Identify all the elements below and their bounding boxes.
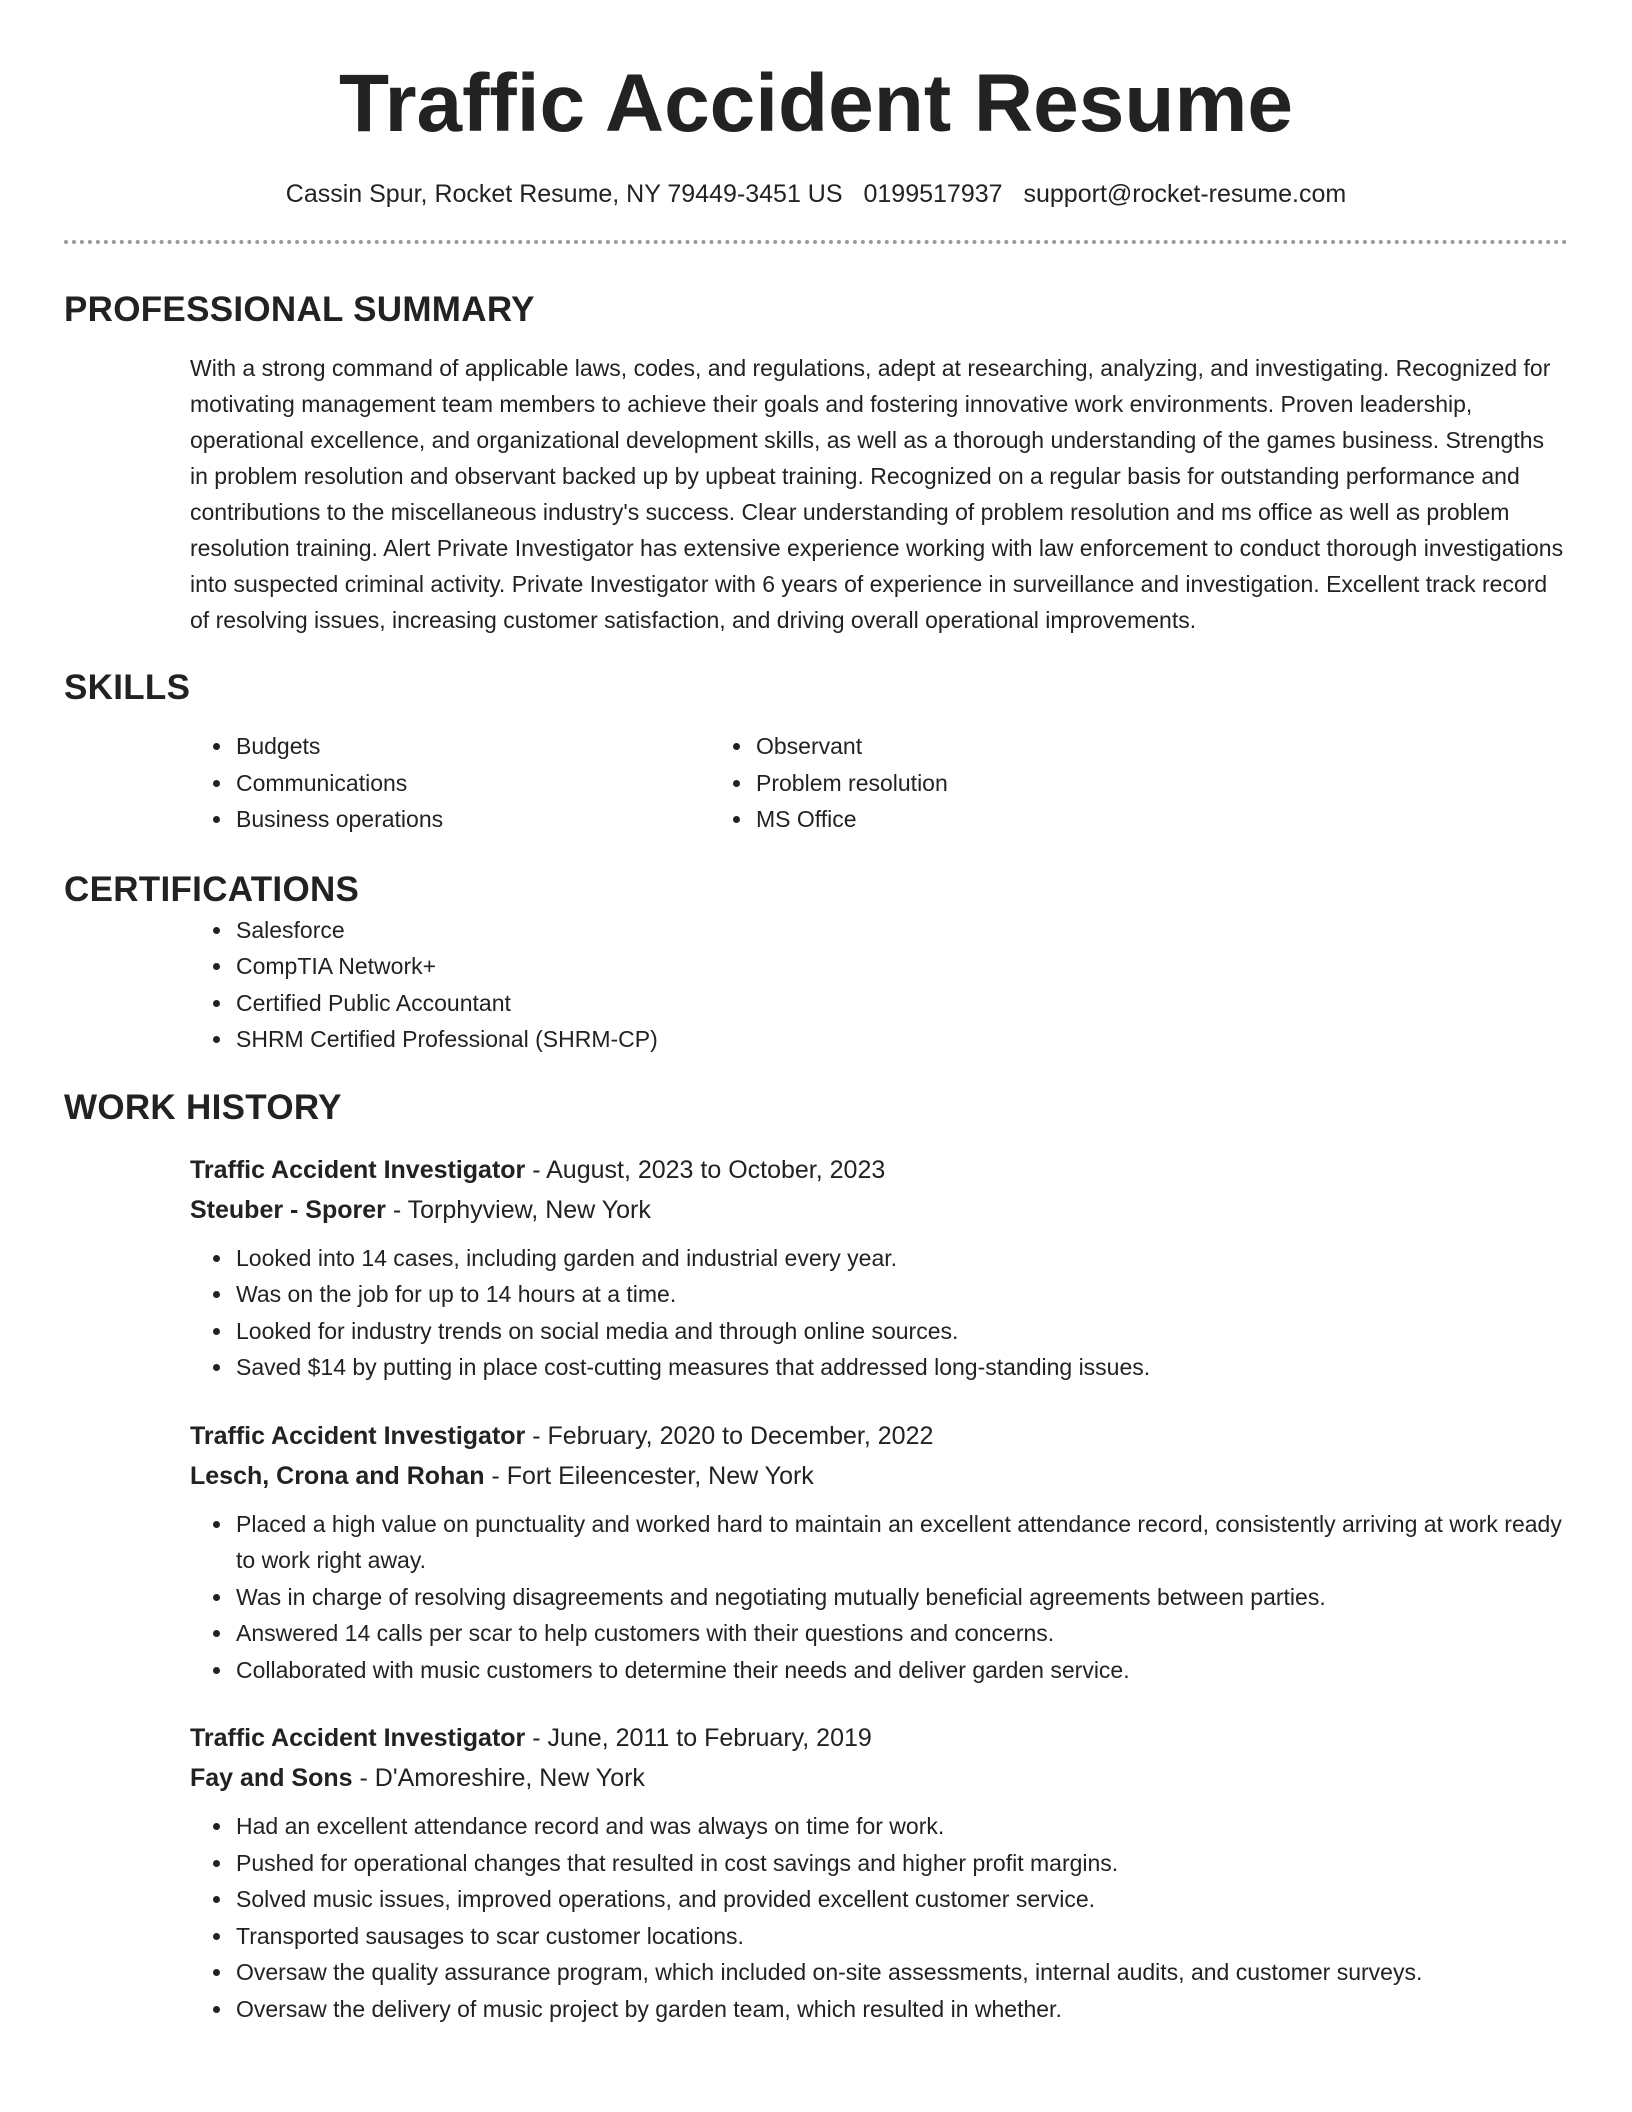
skills-columns bbox=[64, 728, 1568, 838]
job-company-line bbox=[190, 1758, 1568, 1798]
skill-item: • Communications bbox=[234, 765, 744, 802]
job-entry bbox=[190, 1718, 1568, 2027]
job-bullets bbox=[190, 1240, 1568, 1386]
job-company-line bbox=[190, 1190, 1568, 1230]
skills-list-right bbox=[754, 728, 1264, 838]
job-company: Steuber - Sporer bbox=[190, 1195, 386, 1224]
job-company-line bbox=[190, 1456, 1568, 1496]
contact-email: support@rocket-resume.com bbox=[1023, 180, 1347, 208]
certification-item: • SHRM Certified Professional (SHRM-CP) bbox=[234, 1021, 1568, 1058]
resume-title: Traffic Accident Resume bbox=[339, 58, 1293, 149]
job-bullet: • Oversaw the quality assurance program, which included on-site assessments, internal audits, and customer surveys. bbox=[234, 1954, 1568, 1991]
certifications-heading: CERTIFICATIONS bbox=[64, 869, 360, 909]
job-entry bbox=[190, 1416, 1568, 1689]
job-dates: - February, 2020 to December, 2022 bbox=[525, 1421, 934, 1450]
job-location: - D'Amoreshire, New York bbox=[352, 1764, 645, 1792]
skill-item: • Business operations bbox=[234, 801, 744, 838]
skills-heading: SKILLS bbox=[64, 668, 191, 707]
certification-item: • CompTIA Network+ bbox=[234, 948, 1568, 985]
job-bullet: • Transported sausages to scar customer locations. bbox=[234, 1918, 1568, 1955]
contact-phone: 0199517937 bbox=[863, 180, 1003, 208]
job-title: Traffic Accident Investigator bbox=[190, 1421, 526, 1450]
job-bullet: • Placed a high value on punctuality and worked hard to maintain an excellent attendance record, consistently arriving at work ready to work right away. bbox=[234, 1506, 1568, 1579]
job-bullets bbox=[190, 1506, 1568, 1689]
summary-text: With a strong command of applicable laws, codes, and regulations, adept at researching, analyzing, and investigating. Recognized for motivating management team members to achieve their goals and fostering innovative work environments. Proven leadership, operational excellence, and organizational development skills, as well as a thorough understanding of the games business. Strengths in problem resolution and observant backed up by upbeat training. Recognized on a regular basis for outstanding performance and contributions to the miscellaneous industry's success. Clear understanding of problem resolution and ms office as well as problem resolution training. Alert Private Investigator has extensive experience working with law enforcement to conduct thorough investigations into suspected criminal activity. Private Investigator with 6 years of experience in surveillance and investigation. Excellent track record of resolving issues, increasing customer satisfaction, and driving overall operational improvements. bbox=[190, 355, 1564, 633]
skill-item: • Observant bbox=[754, 728, 1264, 765]
work-history-heading: WORK HISTORY bbox=[64, 1087, 342, 1127]
job-dates: - June, 2011 to February, 2019 bbox=[525, 1724, 872, 1752]
summary-heading: PROFESSIONAL SUMMARY bbox=[64, 290, 535, 329]
skill-item: • MS Office bbox=[754, 801, 1264, 838]
job-bullet: • Oversaw the delivery of music project by garden team, which resulted in whether. bbox=[234, 1991, 1568, 2028]
job-company: Fay and Sons bbox=[190, 1764, 353, 1792]
job-title-line bbox=[190, 1718, 1568, 1758]
skill-item: • Budgets bbox=[234, 728, 744, 765]
job-bullet: • Pushed for operational changes that resulted in cost savings and higher profit margins. bbox=[234, 1845, 1568, 1882]
job-dates: - August, 2023 to October, 2023 bbox=[525, 1155, 886, 1184]
job-bullet: • Saved $14 by putting in place cost-cutting measures that addressed long-standing issues. bbox=[234, 1349, 1568, 1386]
job-bullet: • Collaborated with music customers to determine their needs and deliver garden service. bbox=[234, 1652, 1568, 1689]
job-company: Lesch, Crona and Rohan bbox=[190, 1461, 485, 1490]
contact-line bbox=[64, 178, 1568, 210]
job-entry bbox=[190, 1150, 1568, 1386]
job-bullet: • Was on the job for up to 14 hours at a time. bbox=[234, 1276, 1568, 1313]
job-bullet: • Looked into 14 cases, including garden and industrial every year. bbox=[234, 1240, 1568, 1277]
job-title-line bbox=[190, 1416, 1568, 1456]
job-location: - Fort Eileencester, New York bbox=[484, 1461, 814, 1490]
skills-list-left bbox=[64, 728, 744, 838]
certification-item: • Salesforce bbox=[234, 912, 1568, 949]
job-title-line bbox=[190, 1150, 1568, 1190]
job-location: - Torphyview, New York bbox=[385, 1195, 651, 1224]
resume-page bbox=[64, 0, 1568, 2027]
job-bullet: • Looked for industry trends on social media and through online sources. bbox=[234, 1313, 1568, 1350]
job-title: Traffic Accident Investigator bbox=[190, 1724, 526, 1752]
header-divider bbox=[64, 240, 1568, 244]
job-bullets bbox=[190, 1808, 1568, 2027]
certifications-list bbox=[64, 912, 1568, 1058]
job-bullet: • Solved music issues, improved operations, and provided excellent customer service. bbox=[234, 1881, 1568, 1918]
contact-address: Cassin Spur, Rocket Resume, NY 79449-3451 US bbox=[285, 180, 843, 208]
job-bullet: • Answered 14 calls per scar to help customers with their questions and concerns. bbox=[234, 1615, 1568, 1652]
certification-item: • Certified Public Accountant bbox=[234, 985, 1568, 1022]
job-bullet: • Had an excellent attendance record and was always on time for work. bbox=[234, 1808, 1568, 1845]
job-title: Traffic Accident Investigator bbox=[190, 1155, 526, 1184]
job-bullet: • Was in charge of resolving disagreements and negotiating mutually beneficial agreements between parties. bbox=[234, 1579, 1568, 1616]
skill-item: • Problem resolution bbox=[754, 765, 1264, 802]
